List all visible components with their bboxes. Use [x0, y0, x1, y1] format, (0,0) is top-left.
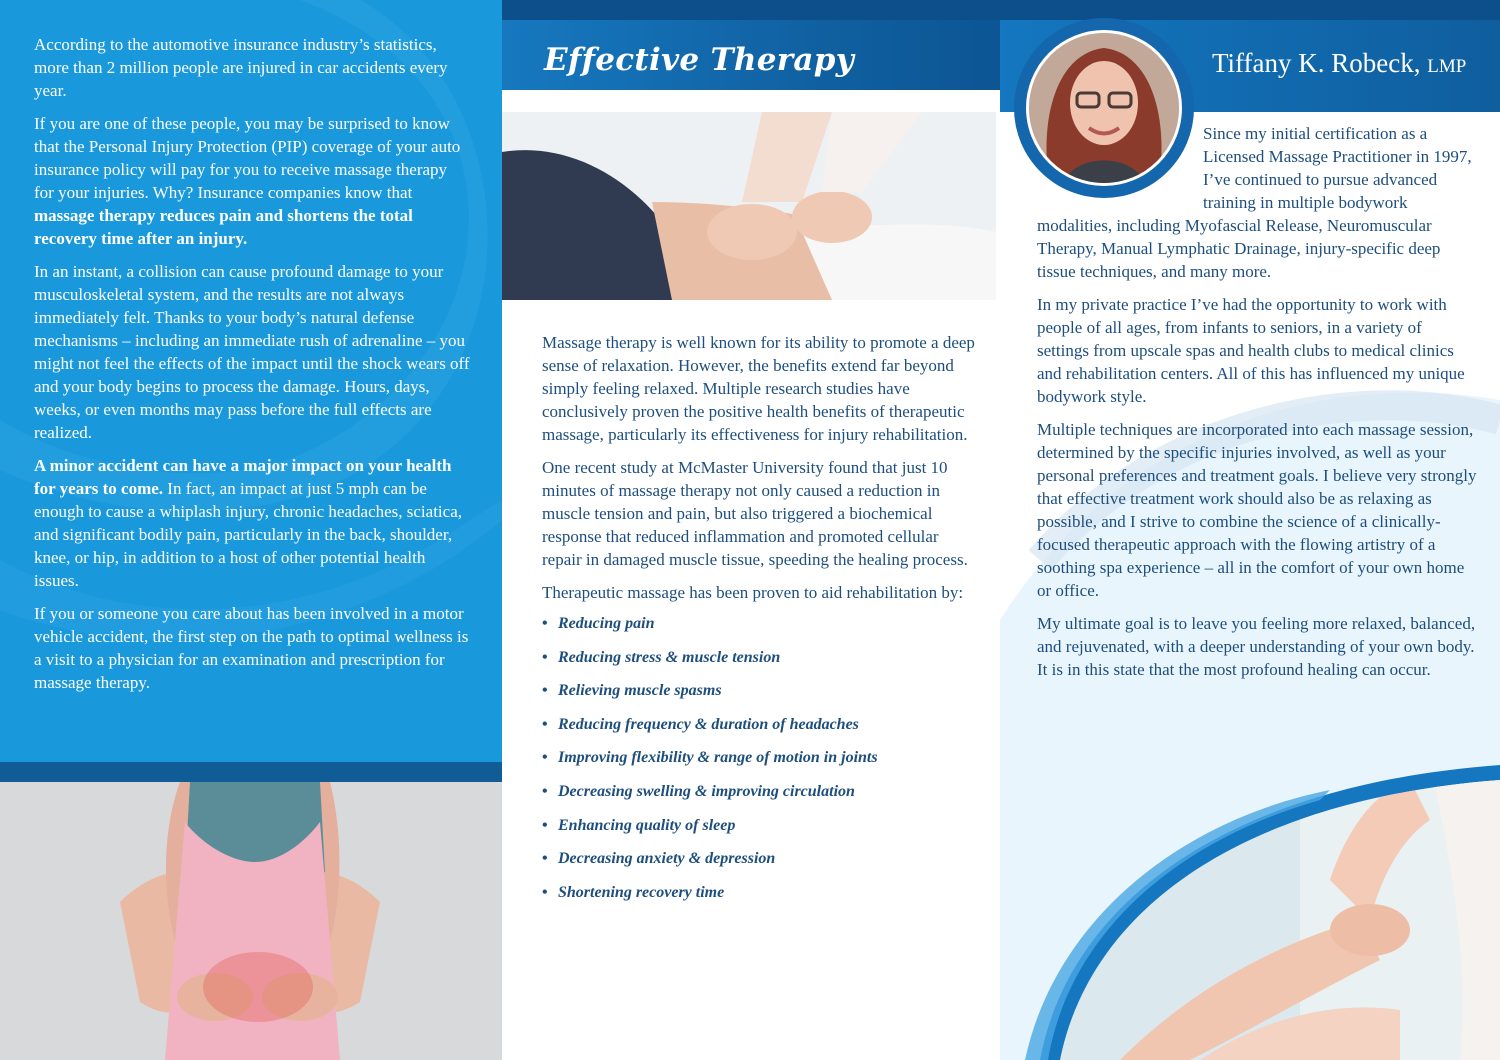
- left-body-text: [34, 33, 470, 704]
- middle-body-text: [542, 331, 982, 916]
- list-item: • Relieving muscle spasms: [542, 681, 982, 715]
- intro-paragraph: According to the automotive insurance industry’s statistics, more than 2 million people are injured in car accidents every year.: [34, 35, 448, 100]
- minor-accident-paragraph: [34, 454, 470, 592]
- list-item: • Enhancing quality of sleep: [542, 816, 982, 850]
- portrait-spacer: [1037, 122, 1203, 212]
- benefits-list: [542, 614, 982, 916]
- techniques-paragraph: Multiple techniques are incorporated into each massage session, determined by the specific injuries involved, as well as your personal preferences and treatment goals. I believe very strongly that effective treatment work should also be as relaxing as possible, and I strive to combine the science of a clinically-focused therapeutic approach with the flowing artistry of a soothing spa experience – all in the comfort of your own home or office.: [1037, 420, 1477, 600]
- minor-accident-text: In fact, an impact at just 5 mph can be enough to cause a whiplash injury, chronic headaches, sciatica, and significant bodily pain, particularly in the back, shoulder, knee, or hip, in addition to a host of other potential health issues.: [34, 479, 462, 590]
- list-item: • Reducing frequency & duration of headaches: [542, 715, 982, 749]
- list-item: • Improving flexibility & range of motion in joints: [542, 748, 982, 782]
- minor-accident-emphasis: A minor accident can have a major impact on your health for years to come.: [34, 456, 452, 498]
- panel-title: Effective Therapy: [544, 42, 855, 78]
- list-item: • Shortening recovery time: [542, 883, 982, 917]
- back-pain-photo: [0, 782, 502, 1060]
- massage-photo: [502, 112, 996, 300]
- list-item: • Reducing stress & muscle tension: [542, 648, 982, 682]
- list-item: • Decreasing anxiety & depression: [542, 849, 982, 883]
- left-panel: [0, 0, 502, 1060]
- collision-paragraph: In an instant, a collision can cause profound damage to your musculoskeletal system, and the results are not always immediately felt. Thanks to your body’s natural defense mechanisms – including an immediate rush of adrenaline – you might not feel the effects of the impact until the shock wears off and your body begins to process the damage. Hours, days, weeks, or even months may pass before the full effects are realized.: [34, 262, 470, 442]
- pip-emphasis: massage therapy reduces pain and shortens the total recovery time after an injury.: [34, 206, 413, 248]
- study-paragraph: One recent study at McMaster University found that just 10 minutes of massage therapy not only caused a reduction in muscle tension and pain, but also triggered a biochemical response that reduced inflammation and promoted cellular repair in damaged muscle tissue, speeding the healing process.: [542, 458, 968, 569]
- header-top-band: [1000, 0, 1500, 20]
- first-step-paragraph: If you or someone you care about has been involved in a motor vehicle accident, the first step on the path to optimal wellness is a visit to a physician for an examination and prescription for massage therapy.: [34, 604, 469, 692]
- therapist-name: [1212, 48, 1466, 79]
- certification-paragraph: Since my initial certification as a Licensed Massage Practitioner in 1997, I’ve continued to pursue advanced training in multiple bodywork modalities, including Myofascial Release, Neuromuscular Therapy, Manual Lymphatic Drainage, injury-specific deep tissue techniques, and many more.: [1037, 124, 1472, 281]
- relaxation-paragraph: Massage therapy is well known for its ability to promote a deep sense of relaxation. However, the benefits extend far beyond simply feeling relaxed. Multiple research studies have conclusively proven the positive health benefits of therapeutic massage, particularly its effectiveness for injury rehabilitation.: [542, 333, 975, 444]
- credential: LMP: [1427, 56, 1467, 77]
- practice-paragraph: In my private practice I’ve had the opportunity to work with people of all ages, from infants to seniors, in a variety of settings from upscale spas and health clubs to medical clinics and rehabilitation centers. All of this has influenced my unique bodywork style.: [1037, 295, 1465, 406]
- pip-text: If you are one of these people, you may be surprised to know that the Personal Injury Protection (PIP) coverage of your auto insurance policy will pay for you to receive massage therapy for your injuries. Why? Insurance companies know that: [34, 114, 461, 202]
- name-text: Tiffany K. Robeck,: [1212, 48, 1421, 78]
- benefits-intro: Therapeutic massage has been proven to aid rehabilitation by:: [542, 583, 964, 602]
- right-panel: [1000, 0, 1500, 1060]
- accent-stripe: [0, 762, 502, 782]
- foot-massage-photo: [1000, 760, 1500, 1060]
- header-top-band: [502, 0, 1000, 20]
- list-item: • Decreasing swelling & improving circulation: [542, 782, 982, 816]
- right-body-text: [1037, 122, 1477, 691]
- middle-panel: [502, 0, 1000, 1060]
- pip-paragraph: [34, 112, 470, 250]
- list-item: • Reducing pain: [542, 614, 982, 648]
- goal-paragraph: My ultimate goal is to leave you feeling more relaxed, balanced, and rejuvenated, with a deeper understanding of your own body. It is in this state that the most profound healing can occur.: [1037, 614, 1476, 679]
